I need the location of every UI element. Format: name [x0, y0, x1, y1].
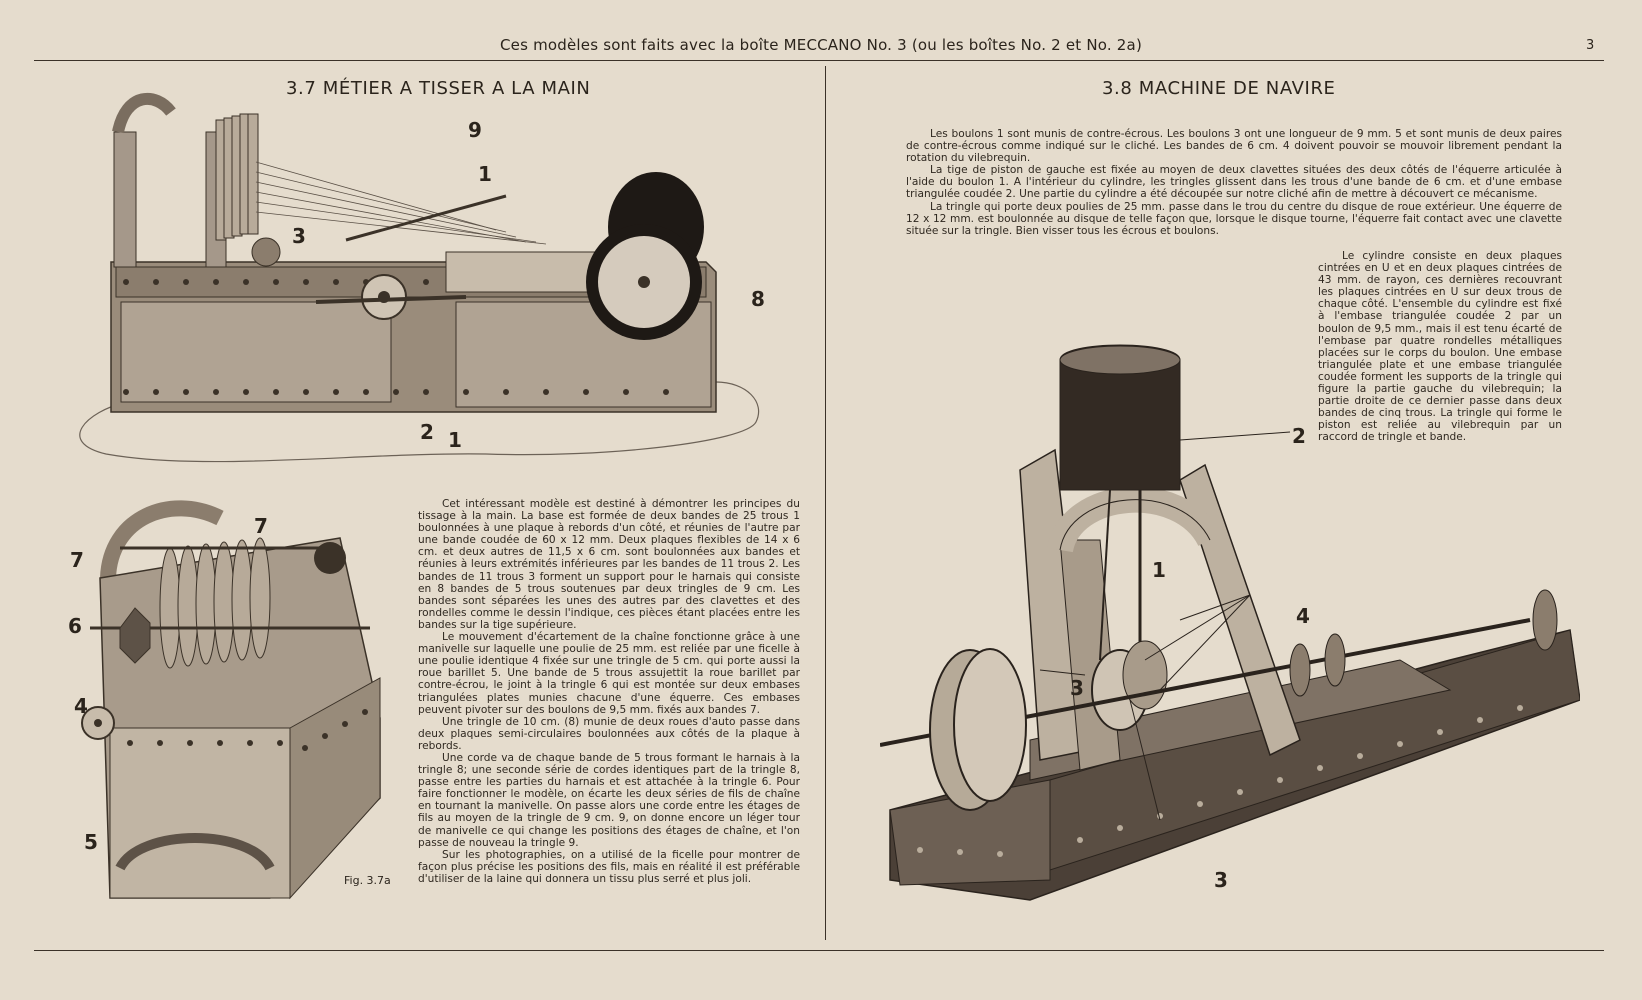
left-body-text [418, 498, 800, 885]
right-paragraph-1: Les boulons 1 sont munis de contre-écrous. Les boulons 3 ont une longueur de 9 mm. 5 et sont munis de deux paires de contre-écrous comme indiqué sur le cliché. Les bandes de 6 cm. 4 doivent pouvoir se mouvoir librement pendant la rotation du vilebrequin. [906, 128, 1562, 165]
right-paragraph-2: La tige de piston de gauche est fixée au moyen de deux clavettes situées des deux côtés de l'équerre articulée à l'aide du boulon 1. A l'intérieur du cylindre, les tringles glissent dans les trous d'une bande de 6 cm. et d'une embase triangulée coudée 2. Une partie du cylindre a été découpée sur notre cliché afin de mettre à découvert ce mécanisme. [906, 164, 1562, 201]
callout-4-engine: 4 [1296, 604, 1310, 628]
callout-3b-engine: 3 [1214, 868, 1228, 892]
callout-7a: 7 [254, 514, 268, 538]
callout-8: 8 [751, 287, 765, 311]
left-title: 3.7 MÉTIER A TISSER A LA MAIN [286, 78, 591, 99]
top-rule [34, 60, 1604, 61]
left-paragraph-1: Cet intéressant modèle est destiné à démontrer les principes du tissage à la main. La base est formée de deux bandes de 25 trous 1 boulonnées à une plaque à rebords d'un côté, et réunies de l'autre par une bande coudée de 60 x 12 mm. Deux plaques flexibles de 14 x 6 cm. et deux autres de 11,5 x 6 cm. sont boulonnées aux bandes et réunies à leurs extrémités inférieures par les bandes de 11 trous 2. Les bandes de 11 trous 3 forment un support pour le harnais qui consiste en 8 bandes de 5 trous soutenues par deux tringles de 9 cm. Les bandes sont séparées les unes des autres par des clavettes et des rondelles comme le dessin l'indique, ces pièces étant placées entre les bandes sur la tige supérieure. [418, 498, 800, 631]
right-title: 3.8 MACHINE DE NAVIRE [1102, 78, 1336, 99]
callout-3: 3 [292, 224, 306, 248]
bottom-rule [34, 950, 1604, 951]
page-number: 3 [1586, 38, 1595, 53]
ship-engine-photo [880, 340, 1580, 920]
callout-4: 4 [74, 694, 88, 718]
callout-2-engine: 2 [1292, 424, 1306, 448]
callout-1-engine: 1 [1152, 558, 1166, 582]
callout-9: 9 [468, 118, 482, 142]
figure-caption: Fig. 3.7a [344, 874, 391, 887]
callout-7b: 7 [70, 548, 84, 572]
left-paragraph-5: Sur les photographies, on a utilisé de la ficelle pour montrer de façon plus précise les positions des fils, mais en réalité il est préférable d'utiliser de la laine qui donnera un tissu plus serré et plus joli. [418, 848, 800, 885]
callout-2: 2 [420, 420, 434, 444]
callout-6: 6 [68, 614, 82, 638]
right-paragraph-side: Le cylindre consiste en deux plaques cintrées en U et en deux plaques cintrées de 43 mm. de rayon, ces dernières recouvrant les plaques cintrées en U sur deux trous de chaque côté. L'ensemble du cylindre est fixé à l'embase triangulée coudée 2 par un boulon de 9,5 mm., mais il est tenu écarté de l'embase par quatre rondelles métalliques placées sur le corps du boulon. Une embase triangulée plate et une embase triangulée coudée forment les supports de la tringle qui figure la partie gauche du vilebrequin; la partie droite de ce dernier passe dans deux bandes de cinq trous. La tringle qui forme le piston est reliée au vilebrequin par un raccord de tringle et bande. [1318, 250, 1562, 444]
callout-5: 5 [84, 830, 98, 854]
left-paragraph-2: Le mouvement d'écartement de la chaîne fonctionne grâce à une manivelle sur laquelle une poulie de 25 mm. est reliée par une ficelle à une poulie identique 4 fixée sur une tringle de 5 cm. qui porte aussi la roue barillet 5. Une bande de 5 trous assujettit la roue barillet par contre-écrou, le joint à la tringle 6 qui est montée sur deux embases triangulées plates munies chacune d'une équerre. Ces embases peuvent pivoter sur des boulons de 9,5 mm. fixés aux bandes 7. [418, 631, 800, 716]
left-paragraph-4: Une corde va de chaque bande de 5 trous formant le harnais à la tringle 8; une seconde série de cordes identiques part de la tringle 8, passe entre les parties du harnais et est attachée à la tringle 6. Pour faire fonctionner le modèle, on écarte les deux séries de fils de chaîne en tournant la manivelle. On passe alors une corde entre les étages de fils au moyen de la tringle de 9 cm. 9, on donne encore un léger tour de manivelle ce qui change les positions des étages de chaîne, et l'on passe de nouveau la tringle 9. [418, 751, 800, 849]
loom-photo [66, 92, 786, 470]
callout-3a-engine: 3 [1070, 676, 1084, 700]
right-body-text-top [906, 128, 1562, 237]
page-header: Ces modèles sont faits avec la boîte MECCANO No. 3 (ou les boîtes No. 2 et No. 2a) [499, 36, 1142, 54]
column-divider [825, 66, 826, 940]
right-paragraph-3: La tringle qui porte deux poulies de 25 mm. passe dans le trou du centre du disque de roue extérieur. Une équerre de 12 x 12 mm. est boulonnée au disque de telle façon que, lorsque le disque tourne, l'équerre fait contact avec une clavette située sur la tringle. Bien visser tous les écrous et boulons. [906, 200, 1562, 237]
loom-side-photo [80, 498, 400, 930]
callout-1a: 1 [478, 162, 492, 186]
callout-1b: 1 [448, 428, 462, 452]
left-paragraph-3: Une tringle de 10 cm. (8) munie de deux roues d'auto passe dans deux plaques semi-circulaires boulonnées aux côtés de la plaque à rebords. [418, 715, 800, 752]
